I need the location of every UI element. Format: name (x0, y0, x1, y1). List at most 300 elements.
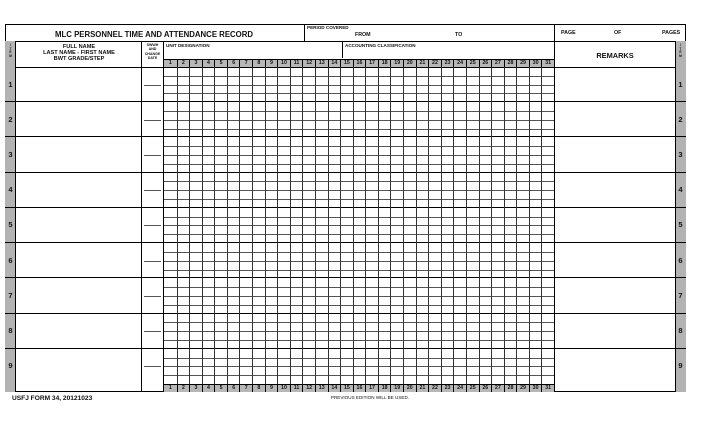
remarks-field[interactable] (555, 243, 675, 278)
day-cell[interactable] (315, 278, 328, 313)
day-cell[interactable] (416, 137, 429, 172)
day-cell[interactable] (227, 67, 240, 102)
day-cell[interactable] (428, 278, 441, 313)
swwh-field[interactable] (142, 137, 163, 172)
day-cell[interactable] (541, 137, 554, 172)
remarks-field[interactable] (555, 137, 675, 172)
remarks-field[interactable] (555, 67, 675, 102)
day-cell[interactable] (378, 314, 391, 349)
day-cell[interactable] (504, 349, 517, 384)
day-cell[interactable] (290, 67, 303, 102)
day-cell[interactable] (416, 102, 429, 137)
day-cell[interactable] (328, 67, 341, 102)
day-cell[interactable] (214, 349, 227, 384)
day-cell[interactable] (441, 173, 454, 208)
day-cell[interactable] (365, 243, 378, 278)
day-cell[interactable] (227, 102, 240, 137)
day-cell[interactable] (378, 67, 391, 102)
day-cell[interactable] (516, 137, 529, 172)
swwh-field[interactable] (142, 349, 163, 384)
day-cell[interactable] (403, 349, 416, 384)
day-cell[interactable] (378, 349, 391, 384)
day-cell[interactable] (265, 173, 278, 208)
day-cell[interactable] (479, 173, 492, 208)
day-cell[interactable] (541, 208, 554, 243)
day-cell[interactable] (365, 208, 378, 243)
day-cell[interactable] (302, 102, 315, 137)
day-cell[interactable] (529, 278, 542, 313)
day-cell[interactable] (390, 314, 403, 349)
full-name-field[interactable] (17, 278, 141, 313)
day-cell[interactable] (227, 137, 240, 172)
day-cell[interactable] (428, 137, 441, 172)
day-cell[interactable] (453, 173, 466, 208)
day-cell[interactable] (340, 278, 353, 313)
day-cell[interactable] (453, 278, 466, 313)
day-cell[interactable] (441, 243, 454, 278)
day-cell[interactable] (441, 67, 454, 102)
day-cell[interactable] (504, 173, 517, 208)
swwh-field[interactable] (142, 173, 163, 208)
day-cell[interactable] (189, 243, 202, 278)
day-cell[interactable] (227, 173, 240, 208)
full-name-field[interactable] (17, 208, 141, 243)
day-cell[interactable] (504, 243, 517, 278)
day-cell[interactable] (315, 102, 328, 137)
day-cell[interactable] (227, 243, 240, 278)
day-cell[interactable] (302, 67, 315, 102)
day-cell[interactable] (315, 137, 328, 172)
day-cell[interactable] (277, 173, 290, 208)
day-cell[interactable] (441, 102, 454, 137)
day-cell[interactable] (416, 208, 429, 243)
day-cell[interactable] (479, 102, 492, 137)
full-name-field[interactable] (17, 102, 141, 137)
day-cell[interactable] (390, 243, 403, 278)
day-cell[interactable] (428, 173, 441, 208)
day-cell[interactable] (428, 208, 441, 243)
remarks-field[interactable] (555, 349, 675, 384)
full-name-field[interactable] (17, 173, 141, 208)
day-cell[interactable] (541, 314, 554, 349)
day-cell[interactable] (252, 349, 265, 384)
day-cell[interactable] (353, 208, 366, 243)
day-cell[interactable] (491, 278, 504, 313)
day-cell[interactable] (239, 314, 252, 349)
day-cell[interactable] (428, 243, 441, 278)
day-cell[interactable] (302, 173, 315, 208)
day-cell[interactable] (441, 208, 454, 243)
day-cell[interactable] (252, 173, 265, 208)
day-cell[interactable] (202, 349, 215, 384)
day-cell[interactable] (416, 243, 429, 278)
remarks-field[interactable] (555, 278, 675, 313)
day-cell[interactable] (290, 137, 303, 172)
remarks-field[interactable] (555, 102, 675, 137)
day-cell[interactable] (214, 67, 227, 102)
day-cell[interactable] (290, 314, 303, 349)
day-cell[interactable] (177, 314, 190, 349)
day-cell[interactable] (239, 67, 252, 102)
day-cell[interactable] (479, 208, 492, 243)
day-cell[interactable] (214, 278, 227, 313)
day-cell[interactable] (328, 349, 341, 384)
day-cell[interactable] (277, 102, 290, 137)
day-cell[interactable] (453, 349, 466, 384)
day-cell[interactable] (378, 208, 391, 243)
day-cell[interactable] (164, 102, 177, 137)
day-cell[interactable] (541, 349, 554, 384)
day-cell[interactable] (541, 102, 554, 137)
day-cell[interactable] (277, 137, 290, 172)
day-cell[interactable] (541, 173, 554, 208)
day-cell[interactable] (340, 208, 353, 243)
day-cell[interactable] (504, 67, 517, 102)
day-cell[interactable] (214, 102, 227, 137)
day-cell[interactable] (239, 137, 252, 172)
day-cell[interactable] (529, 349, 542, 384)
day-cell[interactable] (466, 278, 479, 313)
day-cell[interactable] (164, 173, 177, 208)
day-cell[interactable] (529, 208, 542, 243)
day-cell[interactable] (453, 243, 466, 278)
day-cell[interactable] (353, 314, 366, 349)
day-cell[interactable] (265, 67, 278, 102)
day-cell[interactable] (202, 278, 215, 313)
day-cell[interactable] (428, 67, 441, 102)
day-cell[interactable] (214, 173, 227, 208)
day-cell[interactable] (466, 102, 479, 137)
day-cell[interactable] (177, 67, 190, 102)
full-name-field[interactable] (17, 314, 141, 349)
day-cell[interactable] (340, 67, 353, 102)
day-cell[interactable] (466, 208, 479, 243)
day-cell[interactable] (416, 278, 429, 313)
day-cell[interactable] (302, 349, 315, 384)
day-cell[interactable] (491, 137, 504, 172)
day-cell[interactable] (252, 314, 265, 349)
day-cell[interactable] (189, 208, 202, 243)
day-cell[interactable] (315, 243, 328, 278)
day-cell[interactable] (516, 67, 529, 102)
day-cell[interactable] (428, 349, 441, 384)
day-cell[interactable] (428, 102, 441, 137)
day-cell[interactable] (277, 67, 290, 102)
day-cell[interactable] (290, 349, 303, 384)
day-cell[interactable] (302, 208, 315, 243)
day-cell[interactable] (390, 173, 403, 208)
day-cell[interactable] (541, 278, 554, 313)
day-cell[interactable] (177, 278, 190, 313)
day-cell[interactable] (516, 349, 529, 384)
day-cell[interactable] (378, 243, 391, 278)
day-cell[interactable] (378, 278, 391, 313)
day-cell[interactable] (277, 243, 290, 278)
day-cell[interactable] (416, 173, 429, 208)
day-cell[interactable] (340, 137, 353, 172)
day-cell[interactable] (202, 173, 215, 208)
day-cell[interactable] (441, 314, 454, 349)
day-cell[interactable] (227, 278, 240, 313)
remarks-field[interactable] (555, 173, 675, 208)
day-cell[interactable] (189, 173, 202, 208)
day-cell[interactable] (403, 173, 416, 208)
day-cell[interactable] (516, 278, 529, 313)
day-cell[interactable] (403, 208, 416, 243)
day-cell[interactable] (202, 67, 215, 102)
day-cell[interactable] (214, 314, 227, 349)
day-cell[interactable] (189, 314, 202, 349)
day-cell[interactable] (227, 208, 240, 243)
day-cell[interactable] (529, 173, 542, 208)
day-cell[interactable] (164, 349, 177, 384)
day-cell[interactable] (504, 278, 517, 313)
day-cell[interactable] (516, 102, 529, 137)
day-cell[interactable] (504, 314, 517, 349)
day-cell[interactable] (491, 208, 504, 243)
day-cell[interactable] (265, 243, 278, 278)
day-cell[interactable] (453, 208, 466, 243)
day-cell[interactable] (441, 349, 454, 384)
day-cell[interactable] (541, 243, 554, 278)
day-cell[interactable] (302, 314, 315, 349)
day-cell[interactable] (479, 314, 492, 349)
day-cell[interactable] (252, 278, 265, 313)
day-cell[interactable] (239, 173, 252, 208)
day-cell[interactable] (239, 208, 252, 243)
day-cell[interactable] (340, 243, 353, 278)
day-cell[interactable] (491, 102, 504, 137)
day-cell[interactable] (189, 102, 202, 137)
day-cell[interactable] (328, 243, 341, 278)
day-cell[interactable] (466, 243, 479, 278)
day-cell[interactable] (328, 137, 341, 172)
day-cell[interactable] (353, 137, 366, 172)
remarks-field[interactable] (555, 314, 675, 349)
day-cell[interactable] (491, 349, 504, 384)
day-cell[interactable] (265, 208, 278, 243)
day-cell[interactable] (189, 278, 202, 313)
day-cell[interactable] (390, 278, 403, 313)
full-name-field[interactable] (17, 349, 141, 384)
day-cell[interactable] (441, 137, 454, 172)
day-cell[interactable] (504, 102, 517, 137)
day-cell[interactable] (315, 208, 328, 243)
day-cell[interactable] (189, 349, 202, 384)
day-cell[interactable] (252, 243, 265, 278)
day-cell[interactable] (239, 102, 252, 137)
day-cell[interactable] (491, 173, 504, 208)
day-cell[interactable] (328, 208, 341, 243)
day-cell[interactable] (466, 173, 479, 208)
day-cell[interactable] (529, 243, 542, 278)
day-cell[interactable] (290, 208, 303, 243)
day-cell[interactable] (479, 278, 492, 313)
day-cell[interactable] (365, 102, 378, 137)
full-name-field[interactable] (17, 67, 141, 102)
day-cell[interactable] (479, 137, 492, 172)
day-cell[interactable] (504, 208, 517, 243)
day-cell[interactable] (328, 173, 341, 208)
day-cell[interactable] (340, 173, 353, 208)
day-cell[interactable] (529, 314, 542, 349)
day-cell[interactable] (466, 67, 479, 102)
day-cell[interactable] (202, 314, 215, 349)
day-cell[interactable] (353, 349, 366, 384)
day-cell[interactable] (227, 314, 240, 349)
day-cell[interactable] (353, 67, 366, 102)
day-cell[interactable] (265, 137, 278, 172)
day-cell[interactable] (428, 314, 441, 349)
day-cell[interactable] (416, 314, 429, 349)
day-cell[interactable] (529, 102, 542, 137)
day-cell[interactable] (177, 208, 190, 243)
day-cell[interactable] (290, 278, 303, 313)
day-cell[interactable] (252, 102, 265, 137)
swwh-field[interactable] (142, 278, 163, 313)
day-cell[interactable] (365, 137, 378, 172)
day-cell[interactable] (340, 314, 353, 349)
day-cell[interactable] (479, 243, 492, 278)
day-cell[interactable] (177, 349, 190, 384)
day-cell[interactable] (340, 349, 353, 384)
day-cell[interactable] (177, 102, 190, 137)
day-cell[interactable] (189, 67, 202, 102)
swwh-field[interactable] (142, 243, 163, 278)
day-cell[interactable] (177, 243, 190, 278)
day-cell[interactable] (315, 173, 328, 208)
day-cell[interactable] (290, 102, 303, 137)
day-cell[interactable] (403, 102, 416, 137)
day-cell[interactable] (265, 314, 278, 349)
day-cell[interactable] (302, 243, 315, 278)
day-cell[interactable] (365, 314, 378, 349)
day-cell[interactable] (189, 137, 202, 172)
day-cell[interactable] (239, 278, 252, 313)
day-cell[interactable] (265, 349, 278, 384)
day-cell[interactable] (164, 67, 177, 102)
day-cell[interactable] (177, 137, 190, 172)
day-cell[interactable] (365, 349, 378, 384)
day-cell[interactable] (315, 314, 328, 349)
remarks-field[interactable] (555, 208, 675, 243)
day-cell[interactable] (453, 102, 466, 137)
day-cell[interactable] (315, 67, 328, 102)
day-cell[interactable] (491, 243, 504, 278)
day-cell[interactable] (390, 102, 403, 137)
day-cell[interactable] (164, 278, 177, 313)
swwh-field[interactable] (142, 314, 163, 349)
day-cell[interactable] (390, 67, 403, 102)
day-cell[interactable] (252, 208, 265, 243)
day-cell[interactable] (265, 102, 278, 137)
day-cell[interactable] (516, 243, 529, 278)
day-cell[interactable] (353, 278, 366, 313)
day-cell[interactable] (252, 137, 265, 172)
day-cell[interactable] (277, 278, 290, 313)
day-cell[interactable] (328, 278, 341, 313)
day-cell[interactable] (466, 314, 479, 349)
day-cell[interactable] (315, 349, 328, 384)
day-cell[interactable] (491, 314, 504, 349)
day-cell[interactable] (403, 314, 416, 349)
day-cell[interactable] (466, 137, 479, 172)
full-name-field[interactable] (17, 243, 141, 278)
day-cell[interactable] (453, 67, 466, 102)
day-cell[interactable] (466, 349, 479, 384)
day-cell[interactable] (390, 349, 403, 384)
day-cell[interactable] (340, 102, 353, 137)
day-cell[interactable] (202, 208, 215, 243)
day-cell[interactable] (353, 173, 366, 208)
day-cell[interactable] (378, 102, 391, 137)
day-cell[interactable] (403, 278, 416, 313)
day-cell[interactable] (164, 137, 177, 172)
full-name-field[interactable] (17, 137, 141, 172)
day-cell[interactable] (529, 67, 542, 102)
day-cell[interactable] (214, 243, 227, 278)
day-cell[interactable] (491, 67, 504, 102)
day-cell[interactable] (353, 102, 366, 137)
day-cell[interactable] (516, 173, 529, 208)
day-cell[interactable] (302, 137, 315, 172)
day-cell[interactable] (290, 243, 303, 278)
day-cell[interactable] (328, 102, 341, 137)
day-cell[interactable] (202, 102, 215, 137)
day-cell[interactable] (541, 67, 554, 102)
day-cell[interactable] (378, 173, 391, 208)
day-cell[interactable] (365, 278, 378, 313)
day-cell[interactable] (416, 67, 429, 102)
day-cell[interactable] (504, 137, 517, 172)
day-cell[interactable] (177, 173, 190, 208)
day-cell[interactable] (214, 208, 227, 243)
day-cell[interactable] (290, 173, 303, 208)
day-cell[interactable] (239, 349, 252, 384)
day-cell[interactable] (453, 137, 466, 172)
day-cell[interactable] (277, 208, 290, 243)
day-cell[interactable] (277, 314, 290, 349)
day-cell[interactable] (365, 67, 378, 102)
day-cell[interactable] (164, 314, 177, 349)
day-cell[interactable] (277, 349, 290, 384)
day-cell[interactable] (302, 278, 315, 313)
day-cell[interactable] (202, 137, 215, 172)
day-cell[interactable] (353, 243, 366, 278)
swwh-field[interactable] (142, 102, 163, 137)
day-cell[interactable] (403, 243, 416, 278)
day-cell[interactable] (479, 67, 492, 102)
day-cell[interactable] (529, 137, 542, 172)
day-cell[interactable] (214, 137, 227, 172)
day-cell[interactable] (390, 208, 403, 243)
day-cell[interactable] (403, 67, 416, 102)
day-cell[interactable] (227, 349, 240, 384)
swwh-field[interactable] (142, 208, 163, 243)
day-cell[interactable] (328, 314, 341, 349)
day-cell[interactable] (516, 208, 529, 243)
day-cell[interactable] (265, 278, 278, 313)
day-cell[interactable] (164, 208, 177, 243)
swwh-field[interactable] (142, 67, 163, 102)
day-cell[interactable] (365, 173, 378, 208)
day-cell[interactable] (252, 67, 265, 102)
day-cell[interactable] (416, 349, 429, 384)
day-cell[interactable] (390, 137, 403, 172)
day-cell[interactable] (378, 137, 391, 172)
day-cell[interactable] (441, 278, 454, 313)
day-cell[interactable] (164, 243, 177, 278)
